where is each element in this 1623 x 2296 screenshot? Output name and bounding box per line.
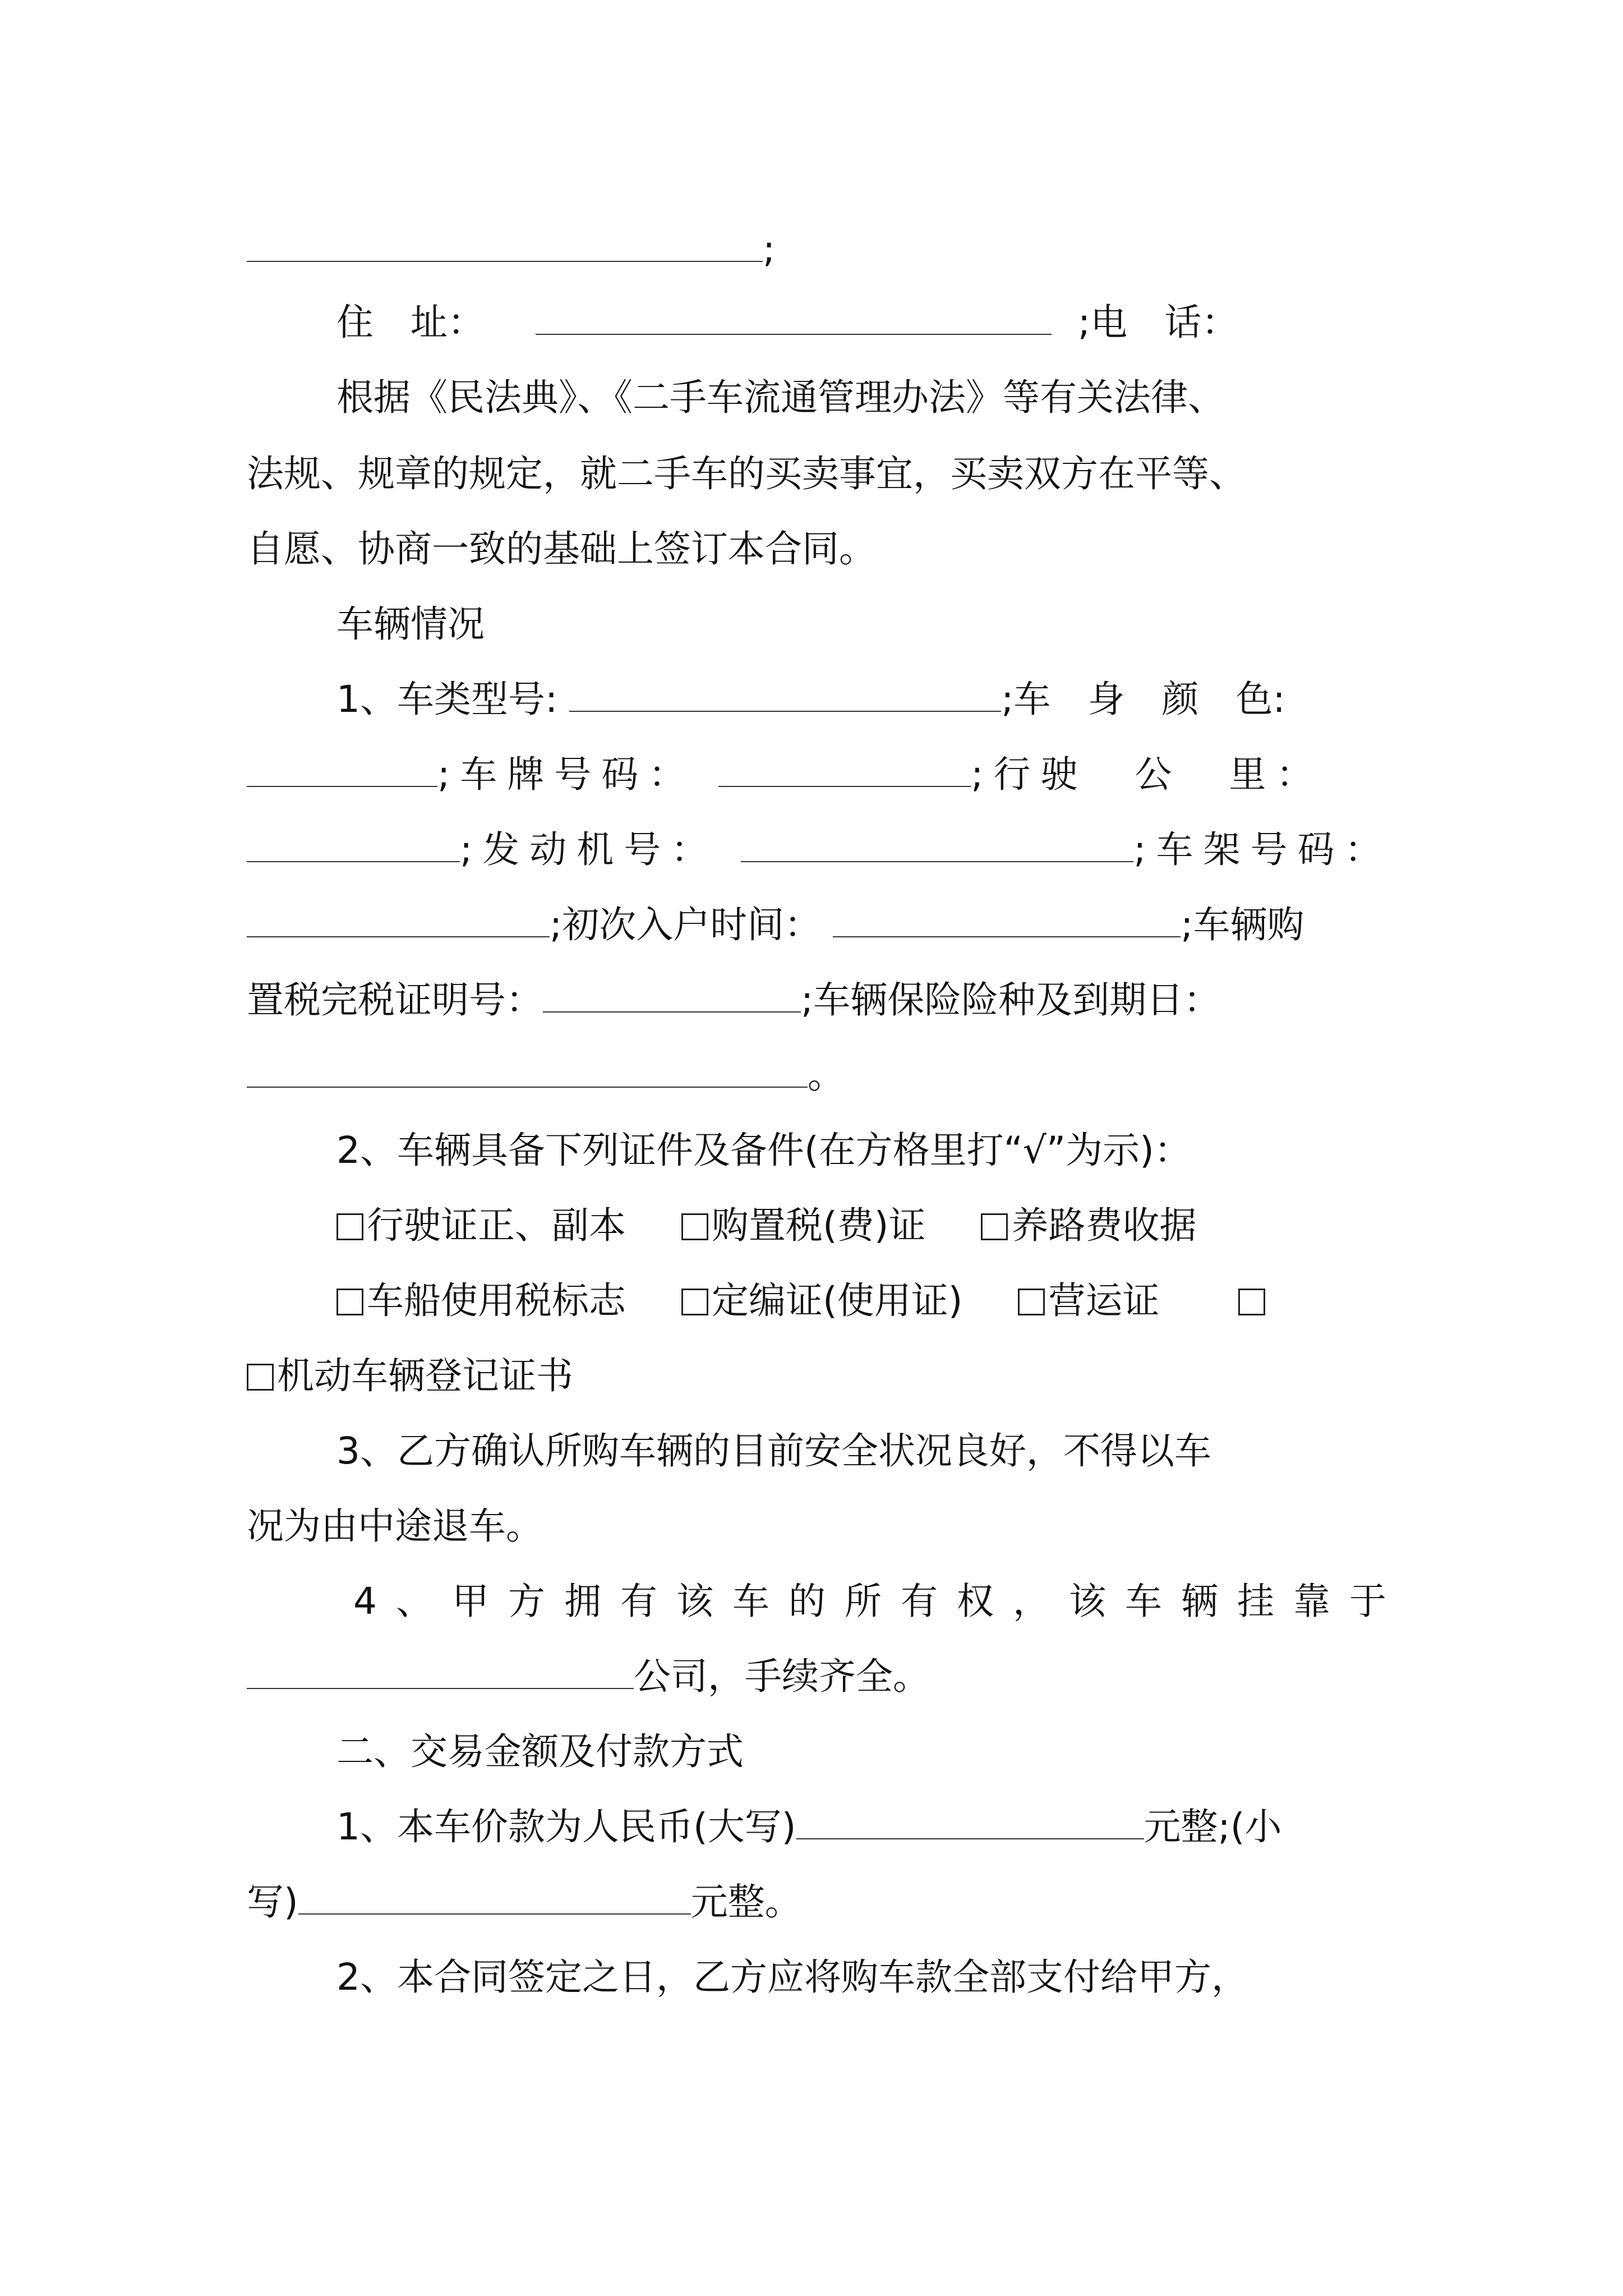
price-line-2 xyxy=(247,1877,1385,1927)
tax-label: 置税完税证明号： xyxy=(247,978,543,1022)
plate-line xyxy=(247,749,1385,800)
engine-line xyxy=(247,825,1392,875)
frame-blank[interactable] xyxy=(247,903,550,937)
checkbox[interactable] xyxy=(247,1364,274,1391)
engine-label: ;发动机号： xyxy=(460,828,718,871)
checkbox[interactable] xyxy=(336,1289,363,1315)
checkbox[interactable] xyxy=(1018,1289,1045,1315)
section-heading-vehicle: 车辆情况 xyxy=(336,602,485,646)
tax-blank[interactable] xyxy=(543,978,801,1013)
documents-row-2 xyxy=(336,1276,1385,1326)
price-lower-blank[interactable] xyxy=(298,1880,691,1915)
doc-label: 营运证 xyxy=(1048,1279,1160,1322)
item4-line-1: 4、甲方拥有该车的所有权，该车辆挂靠于 xyxy=(353,1580,1405,1623)
engine-blank[interactable] xyxy=(741,827,1133,862)
insurance-line xyxy=(247,1050,1385,1101)
doc-label: 行驶证正、副本 xyxy=(367,1204,626,1247)
documents-row-1 xyxy=(336,1200,1475,1251)
item1-end: 。 xyxy=(808,1053,845,1097)
semicolon: ; xyxy=(763,228,776,271)
registration-line xyxy=(247,900,1385,950)
company-blank[interactable] xyxy=(247,1654,634,1689)
documents-row-3 xyxy=(247,1351,1385,1401)
doc-label: 机动车辆登记证书 xyxy=(277,1354,573,1397)
section-heading-payment: 二、交易金额及付款方式 xyxy=(336,1730,744,1773)
item3-line-1: 3、乙方确认所购车辆的目前安全状况良好，不得以车 xyxy=(336,1429,1211,1473)
model-label: 1、车类型号: xyxy=(336,678,558,721)
registration-label: ;初次入户时间： xyxy=(550,903,822,946)
price-lower-label: 写) xyxy=(247,1880,298,1924)
checkbox[interactable] xyxy=(1238,1289,1265,1315)
registration-blank[interactable] xyxy=(833,903,1181,937)
address-label: 住 址： xyxy=(336,301,485,344)
doc-label: 车船使用税标志 xyxy=(367,1279,626,1322)
price-lower-end: 元整。 xyxy=(690,1880,802,1924)
insurance-label: ;车辆保险险种及到期日： xyxy=(801,978,1221,1022)
item4-line-2 xyxy=(247,1651,1385,1702)
address-line xyxy=(336,297,1385,348)
mileage-blank[interactable] xyxy=(247,827,460,862)
price-upper-label: 1、本车价款为人民币(大写) xyxy=(336,1805,796,1848)
name-line xyxy=(247,224,1385,275)
checkbox[interactable] xyxy=(681,1289,708,1315)
address-blank[interactable] xyxy=(536,300,1052,335)
checkbox[interactable] xyxy=(681,1213,708,1240)
documents-heading: 2、车辆具备下列证件及备件(在方格里打“√”为示)： xyxy=(336,1129,1191,1172)
color-blank[interactable] xyxy=(247,752,437,787)
mileage-label: ;行驶 公 里： xyxy=(971,753,1324,796)
price-mid-text: 元整;(小 xyxy=(1144,1805,1282,1848)
frame-label: ;车架号码： xyxy=(1133,828,1392,871)
plate-label: ;车牌号码： xyxy=(437,753,696,796)
doc-label: 养路费收据 xyxy=(1011,1204,1197,1247)
intro-line-2: 法规、规章的规定，就二手车的买卖事宜，买卖双方在平等、 xyxy=(247,452,1246,495)
item3-line-2: 况为由中途退车。 xyxy=(247,1504,543,1548)
vehicle-model-line xyxy=(336,674,1385,725)
name-blank[interactable] xyxy=(247,227,763,262)
checkbox[interactable] xyxy=(336,1213,363,1240)
price-upper-blank[interactable] xyxy=(796,1805,1144,1839)
checkbox[interactable] xyxy=(981,1213,1008,1240)
intro-line-3: 自愿、协商一致的基础上签订本合同。 xyxy=(247,527,876,570)
plate-blank[interactable] xyxy=(718,752,971,787)
price-line-1 xyxy=(336,1802,1385,1852)
doc-label: 定编证(使用证) xyxy=(711,1279,963,1322)
phone-label: ;电 话： xyxy=(1077,301,1239,344)
payment-clause-line: 2、本合同签定之日，乙方应将购车款全部支付给甲方， xyxy=(336,1955,1248,1999)
doc-label: 购置税(费)证 xyxy=(711,1204,926,1247)
model-blank[interactable] xyxy=(569,677,1001,712)
tax-line xyxy=(247,975,1385,1025)
tax-prefix: ;车辆购 xyxy=(1181,903,1304,946)
intro-line-1: 根据《民法典》、《二手车流通管理办法》等有关法律、 xyxy=(336,376,1225,419)
item4-end: 公司，手续齐全。 xyxy=(634,1655,930,1698)
insurance-blank[interactable] xyxy=(247,1053,808,1088)
color-label: ;车 身 颜 色: xyxy=(1001,678,1285,721)
